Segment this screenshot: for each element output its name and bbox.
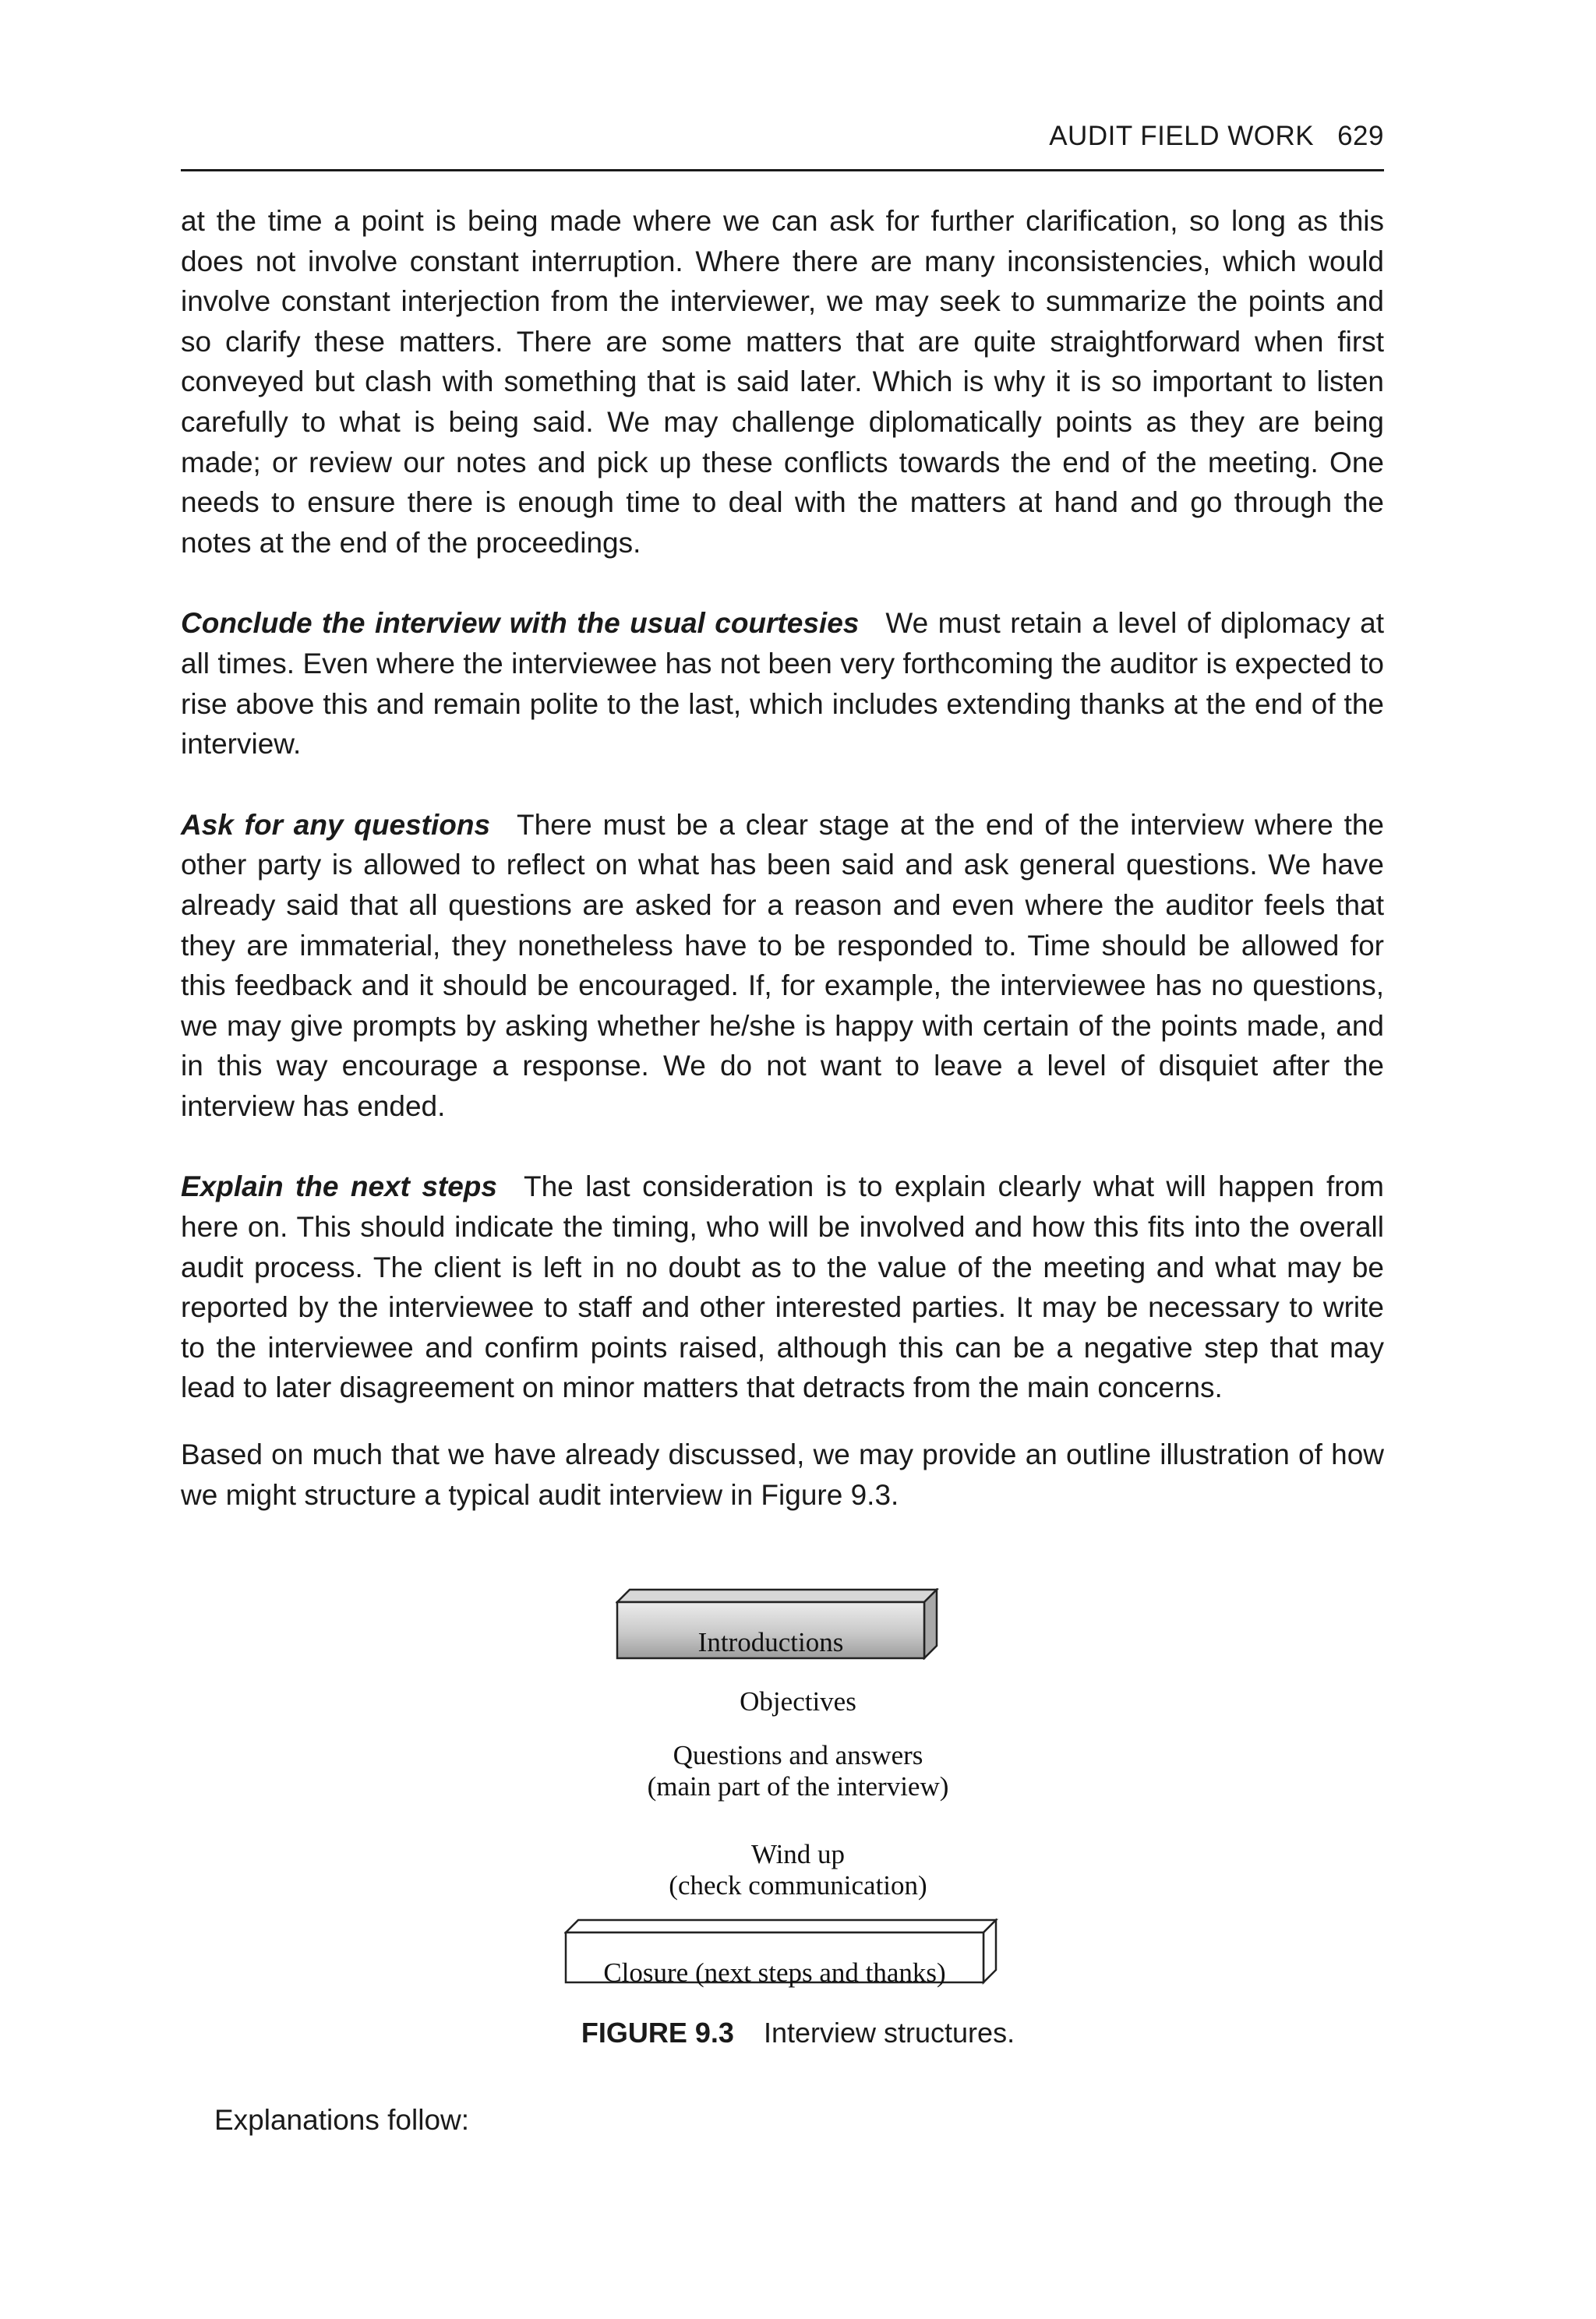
body-text: [181, 201, 1384, 1515]
wind-up-label: Wind up: [750, 1839, 846, 1869]
paragraph-courtesies-body: We must retain a level of diplomacy at all times. Even where the interviewee has not been very forthcoming the auditor is expected to rise above this and remain polite to the last, which includes extending thanks at the end of the interview.: [181, 607, 1384, 761]
running-head: [1049, 121, 1384, 152]
paragraph-figure-intro: Based on much that we have already discussed, we may provide an outline illustration of how we might structure a typical audit interview in Figure 9.3.: [181, 1438, 1384, 1511]
introductions-label: Introductions: [697, 1627, 844, 1657]
paragraph-clarification: at the time a point is being made where we can ask for further clarification, so long as this does not involve constant interruption. Where there are many inconsistencies, which would involve constant interjection from the interviewer, we may seek to summarize the points and so clarify these matters. There are some matters that are quite straightforward when first conveyed but clash with something that is said later. Which is why it is so important to listen carefully to what is being said. We may challenge diplomatically points as they are being made; or review our notes and pick up these conflicts towards the end of the meeting. One needs to ensure there is enough time to deal with the matters at hand and go through the notes at the end of the proceedings.: [181, 205, 1384, 559]
run-in-heading-questions: Ask for any questions: [181, 808, 491, 841]
paragraph-questions: [181, 805, 1384, 1127]
main-part-label: (main part of the interview): [647, 1771, 949, 1802]
paragraph-questions-body: There must be a clear stage at the end of the interview where the other party is allowed to reflect on what has been said and ask general questions. We have already said that all questions are asked for a reason and even where the auditor feels that they are immaterial, they nonetheless have to be responded to. Time should be allowed for this feedback and it should be encouraged. If, for example, the interviewee has no questions, we may give prompts by asking whether he/she is happy with certain of the points made, and in this way encourage a response. We do not want to leave a level of disquiet after the interview has ended.: [181, 808, 1385, 1122]
run-in-heading-courtesies: Conclude the interview with the usual courtesies: [181, 607, 860, 640]
figure-label: FIGURE 9.3: [581, 2017, 734, 2049]
check-communication-label: (check communication): [669, 1870, 927, 1901]
questions-answers-label: Questions and answers: [673, 1740, 923, 1770]
paragraph-next-steps: [181, 1167, 1384, 1408]
objectives-label: Objectives: [740, 1686, 856, 1717]
paragraph-courtesies: [181, 603, 1384, 764]
explanations-follow: Explanations follow:: [214, 2104, 470, 2136]
figure-caption: [0, 2017, 1596, 2049]
paragraph-next-steps-body: The last consideration is to explain clearly what will happen from here on. This should indicate the timing, who will be involved and how this fits into the overall audit process. The client is left in no doubt as to the value of the meeting and what may be reported by the interviewee to staff and other interested parties. It may be necessary to write to the interviewee and confirm points raised, although this can be a negative step that may lead to later disagreement on minor matters that detracts from the main concerns.: [181, 1170, 1384, 1404]
figure-caption-text: Interview structures.: [763, 2017, 1015, 2049]
running-title: AUDIT FIELD WORK: [1049, 121, 1315, 151]
closure-label: Closure (next steps and thanks): [603, 1957, 946, 1988]
figure-interview-structure: [0, 1582, 1596, 2049]
page-number: 629: [1337, 121, 1384, 151]
page-header: [181, 121, 1384, 171]
run-in-heading-next-steps: Explain the next steps: [181, 1170, 497, 1203]
